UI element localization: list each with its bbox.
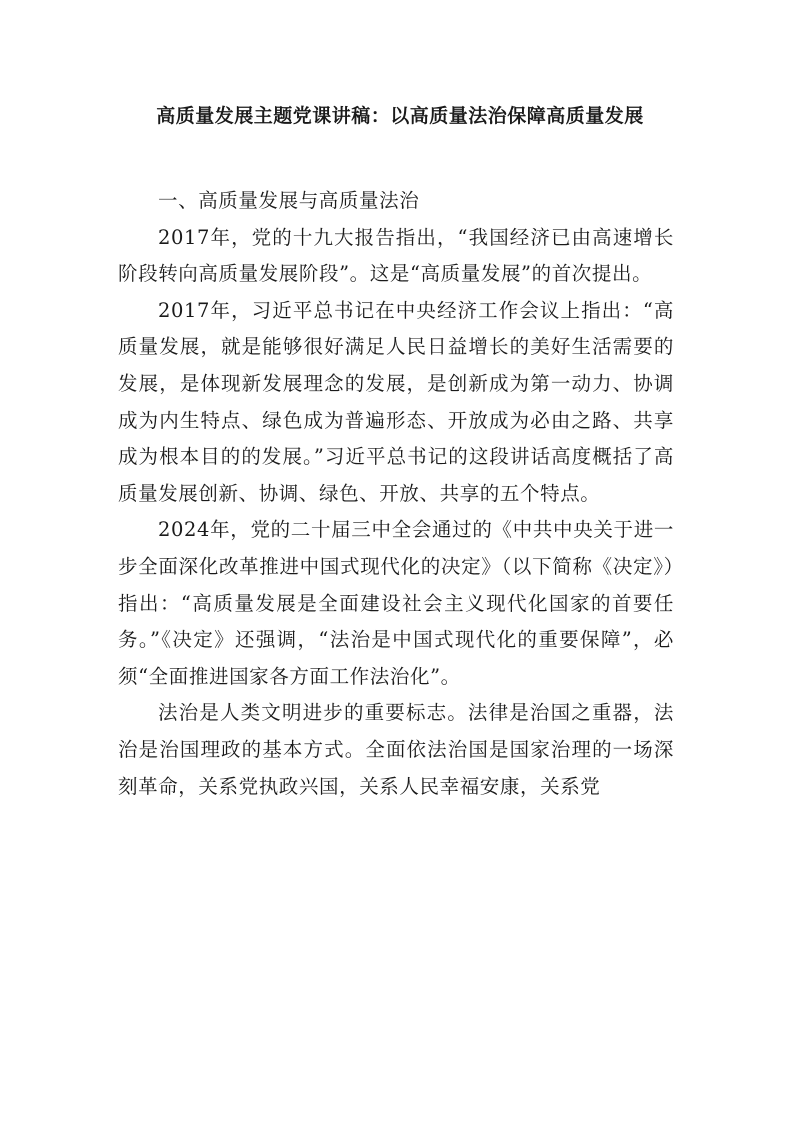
document-title: 高质量发展主题党课讲稿：以高质量法治保障高质量发展 (156, 105, 644, 127)
paragraph: 2017年，党的十九大报告指出，“我国经济已由高速增长阶段转向高质量发展阶段”。这是“高质量发展”的首次提出。 (118, 225, 674, 286)
document-body (118, 183, 674, 805)
paragraph: 2017年，习近平总书记在中央经济工作会议上指出：“高质量发展，就是能够很好满足人民日益增长的美好生活需要的发展，是体现新发展理念的发展，是创新成为第一动力、协调成为内生特点、绿色成为普遍形态、开放成为必由之路、共享成为根本目的的发展。”习近平总书记的这段讲话高度概括了高质量发展创新、协调、绿色、开放、共享的五个特点。 (118, 298, 674, 505)
paragraph: 2024年，党的二十届三中全会通过的《中共中央关于进一步全面深化改革推进中国式现代化的决定》（以下简称《决定》）指出：“高质量发展是全面建设社会主义现代化国家的首要任务。”《决定》还强调，“法治是中国式现代化的重要保障”，必须“全面推进国家各方面工作法治化”。 (118, 518, 674, 688)
section-heading: 一、高质量发展与高质量法治 (158, 189, 420, 212)
paragraph: 法治是人类文明进步的重要标志。法律是治国之重器，法治是治国理政的基本方式。全面依法治国是国家治理的一场深刻革命，关系党执政兴国，关系人民幸福安康，关系党 (118, 701, 674, 798)
